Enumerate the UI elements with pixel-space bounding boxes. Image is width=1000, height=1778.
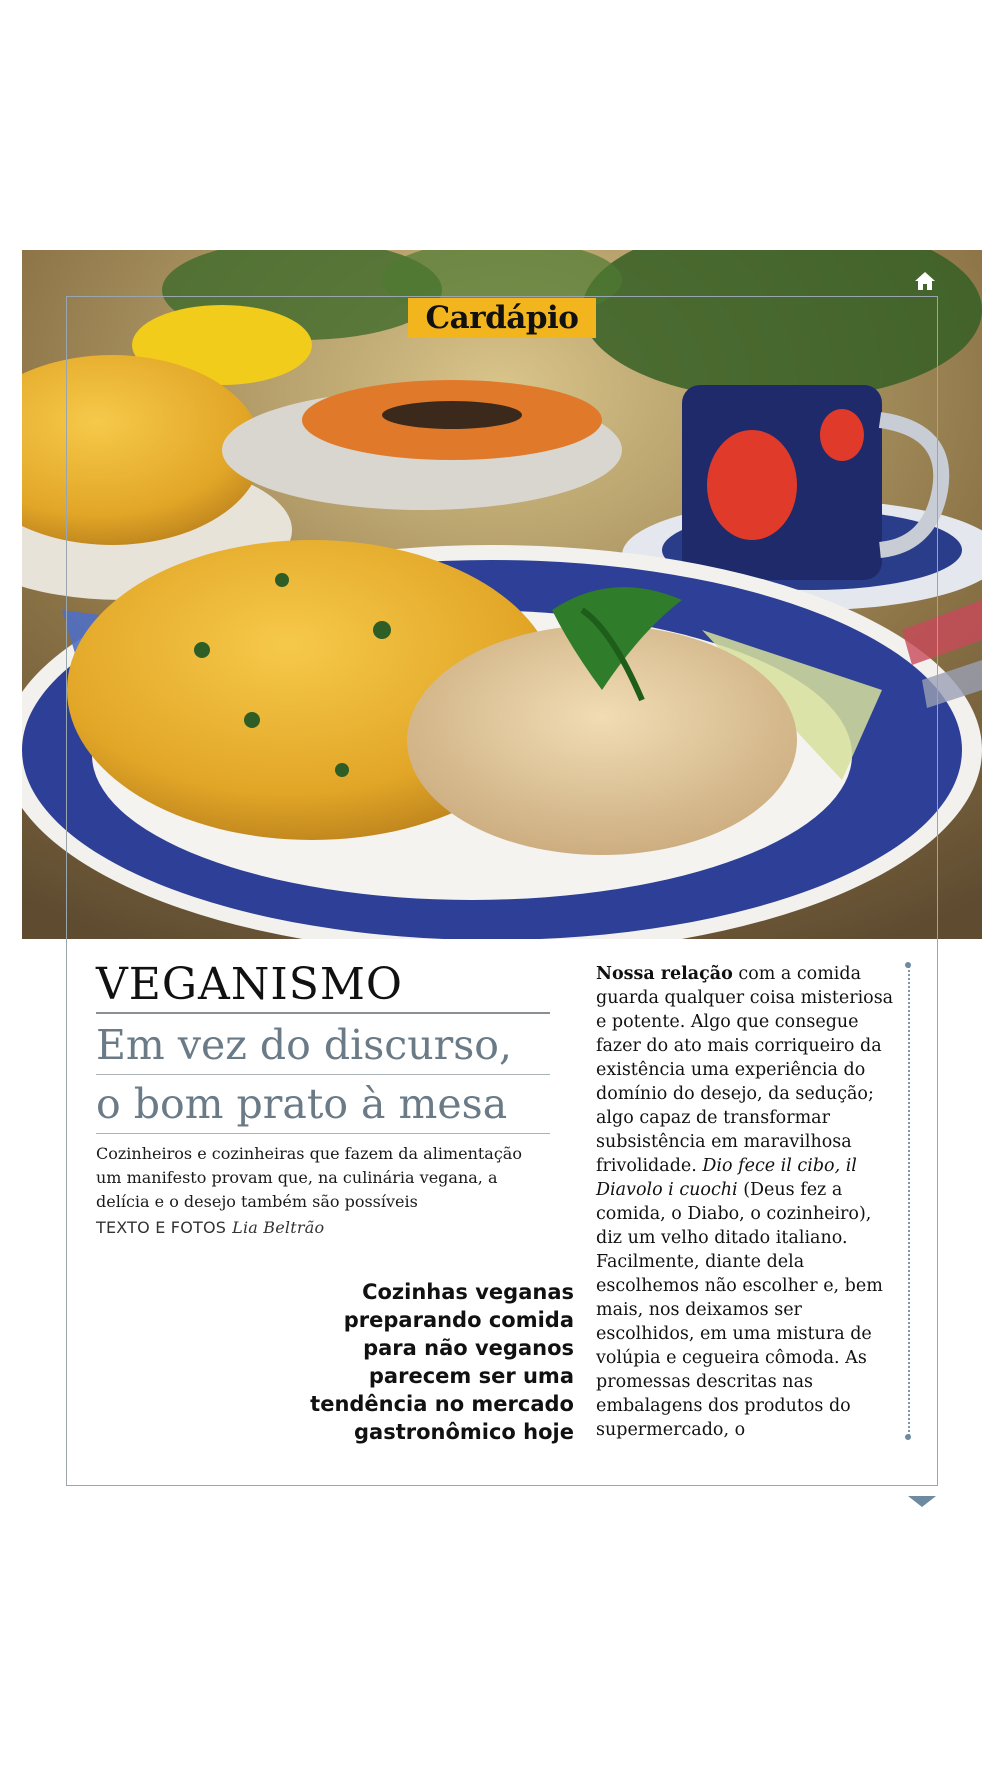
section-title: VEGANISMO [96,960,550,1014]
byline-author: Lia Beltrão [232,1218,325,1237]
article-body [596,962,896,1442]
headline [96,1016,550,1134]
scroll-track[interactable] [908,966,910,1436]
headline-line-1: Em vez do discurso, [96,1016,550,1075]
pull-quote: Cozinhas veganas preparando comida para não veganos parecem ser uma tendência no mercado gastronômico hoje [310,1280,574,1444]
byline-label: TEXTO E FOTOS [96,1218,227,1237]
byline [96,1218,324,1237]
lede: Cozinheiros e cozinheiras que fazem da alimentação um manifesto provam que, na culinária vegana, a delícia e o desejo também são possíveis [96,1144,522,1211]
body-text-2: (Deus fez a comida, o Diabo, o cozinheiro), diz um velho ditado italiano. Facilmente, diante dela escolhemos não escolher e, bem mais, nos deixamos ser escolhidos, em uma mistura de volúpia e cegueira cômoda. As promessas descritas nas embalagens dos produtos do supermercado, o [596,1180,883,1440]
scroll-bottom-dot [905,1434,911,1440]
headline-line-2: o bom prato à mesa [96,1075,550,1134]
body-text-1: com a comida guarda qualquer coisa misteriosa e potente. Algo que consegue fazer do ato mais corriqueiro da existência uma experiência do domínio do desejo, da sedução; algo capaz de transformar subsistência em maravilhosa frivolidade. [596,964,894,1176]
section-badge: Cardápio [408,298,596,338]
chevron-down-icon[interactable] [908,1496,936,1507]
body-italic-quote: Dio fece il cibo, il Diavolo i cuochi [596,1156,857,1200]
scroll-top-dot [905,962,911,968]
home-icon[interactable] [913,270,937,292]
body-lead-in: Nossa relação [596,964,733,984]
